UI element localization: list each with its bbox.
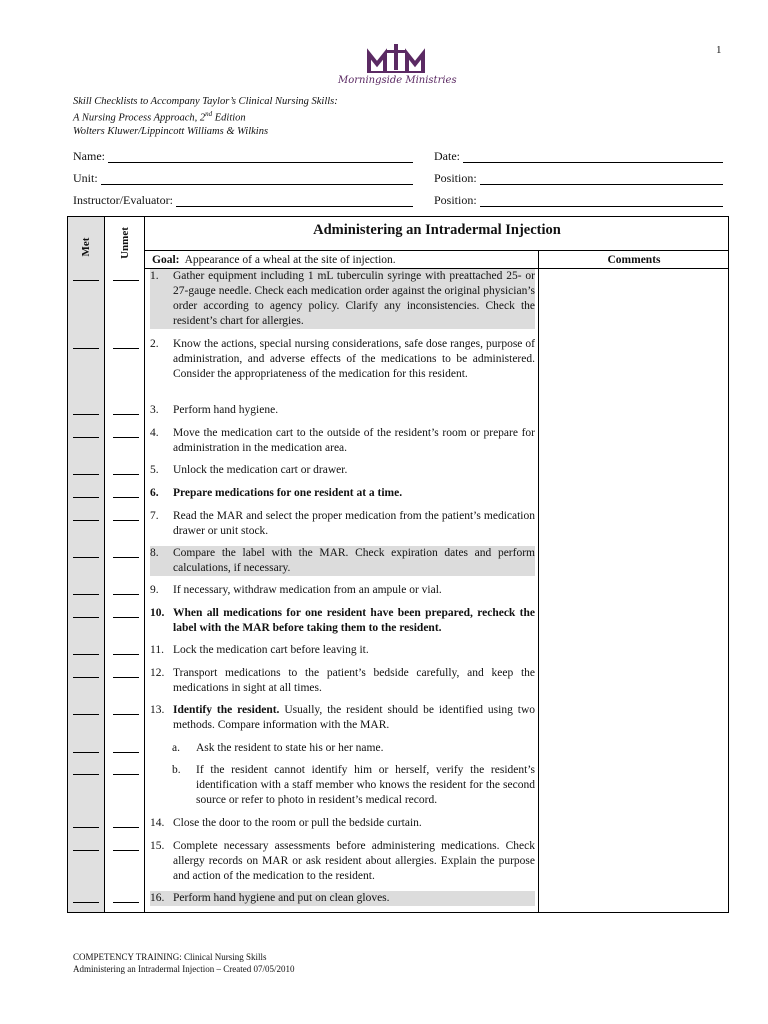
unmet-blank[interactable] bbox=[113, 474, 139, 475]
step-number: 9. bbox=[150, 584, 159, 596]
position-field-1[interactable] bbox=[434, 169, 723, 185]
checklist-title: Administering an Intradermal Injection bbox=[313, 222, 561, 238]
position-line-2[interactable] bbox=[480, 194, 723, 207]
checklist-step bbox=[150, 703, 535, 733]
date-field[interactable] bbox=[434, 147, 723, 163]
checklist-substep bbox=[150, 741, 535, 756]
unmet-blank[interactable] bbox=[113, 497, 139, 498]
unit-line[interactable] bbox=[101, 172, 413, 185]
unmet-blank[interactable] bbox=[113, 437, 139, 438]
checklist-step bbox=[150, 891, 535, 906]
step-text: Read the MAR and select the proper medication from the patient’s medication drawer or unit stock. bbox=[173, 510, 535, 537]
page-footer bbox=[73, 951, 294, 975]
step-lead: Identify the resident. bbox=[173, 704, 280, 716]
checklist-step bbox=[150, 403, 535, 418]
step-text: If necessary, withdraw medication from an ampule or vial. bbox=[173, 584, 442, 596]
met-blank[interactable] bbox=[73, 902, 99, 903]
met-blank[interactable] bbox=[73, 474, 99, 475]
step-number: 14. bbox=[150, 817, 165, 829]
reference-block bbox=[73, 95, 338, 138]
step-number: 11. bbox=[150, 644, 164, 656]
met-column bbox=[68, 217, 105, 912]
step-text: When all medications for one resident have been prepared, recheck the label with the MAR before taking them to the resident. bbox=[173, 607, 535, 634]
instructor-label: Instructor/Evaluator: bbox=[73, 193, 173, 207]
instructor-field[interactable] bbox=[73, 191, 413, 207]
step-text: Prepare medications for one resident at a time. bbox=[173, 487, 403, 499]
unmet-blank[interactable] bbox=[113, 827, 139, 828]
step-text: Transport medications to the patient’s bedside carefully, and keep the medications in sight at all times. bbox=[173, 667, 535, 694]
reference-line-2: A Nursing Process Approach, 2nd Edition bbox=[73, 110, 246, 124]
position-label-1: Position: bbox=[434, 171, 477, 185]
checklist-step bbox=[150, 269, 535, 329]
step-text: Unlock the medication cart or drawer. bbox=[173, 464, 348, 476]
footer-line-2: Administering an Intradermal Injection – Created 07/05/2010 bbox=[73, 964, 295, 974]
footer-line-1: COMPETENCY TRAINING: Clinical Nursing Skills bbox=[73, 952, 267, 962]
met-blank[interactable] bbox=[73, 414, 99, 415]
step-number: 16. bbox=[150, 892, 165, 904]
step-text: Ask the resident to state his or her name. bbox=[196, 742, 384, 754]
met-blank[interactable] bbox=[73, 557, 99, 558]
met-blank[interactable] bbox=[73, 752, 99, 753]
date-label: Date: bbox=[434, 149, 460, 163]
unmet-blank[interactable] bbox=[113, 902, 139, 903]
position-field-2[interactable] bbox=[434, 191, 723, 207]
goal-label: Goal: bbox=[152, 254, 180, 266]
step-text: Gather equipment including 1 mL tuberculin syringe with preattached 25- or 27-gauge needle. Check each medication order against the original physician’s order according to agency policy. Clarify any inconsistencies. Check the resident’s chart for allergies. bbox=[173, 270, 535, 327]
reference-line-1: Skill Checklists to Accompany Taylor’s Clinical Nursing Skills: bbox=[73, 96, 338, 107]
unmet-blank[interactable] bbox=[113, 348, 139, 349]
step-text: Close the door to the room or pull the bedside curtain. bbox=[173, 817, 422, 829]
checklist-step bbox=[150, 463, 535, 478]
step-number: 4. bbox=[150, 427, 159, 439]
unmet-blank[interactable] bbox=[113, 594, 139, 595]
checklist-step bbox=[150, 583, 535, 598]
checklist-step bbox=[150, 486, 535, 501]
instructor-line[interactable] bbox=[176, 194, 413, 207]
met-blank[interactable] bbox=[73, 497, 99, 498]
mm-monogram-icon bbox=[367, 44, 425, 74]
unmet-blank[interactable] bbox=[113, 654, 139, 655]
met-blank[interactable] bbox=[73, 850, 99, 851]
comments-column-divider bbox=[538, 250, 539, 912]
step-number: 5. bbox=[150, 464, 159, 476]
step-number: 3. bbox=[150, 404, 159, 416]
unmet-blank[interactable] bbox=[113, 677, 139, 678]
unmet-blank[interactable] bbox=[113, 714, 139, 715]
checklist-step bbox=[150, 509, 535, 539]
step-text: If the resident cannot identify him or herself, verify the resident’s identification with a staff member who knows the resident for the second source or refer to photo in resident’s medical record. bbox=[196, 764, 535, 806]
checklist-step bbox=[150, 816, 535, 831]
met-blank[interactable] bbox=[73, 677, 99, 678]
name-line[interactable] bbox=[108, 150, 413, 163]
morningside-ministries-logo bbox=[338, 44, 457, 94]
checklist-step bbox=[150, 546, 535, 576]
checklist-table bbox=[67, 216, 729, 913]
checklist-step bbox=[150, 839, 535, 884]
reference-line-3: Wolters Kluwer/Lippincott Williams & Wilkins bbox=[73, 125, 269, 137]
checklist-step bbox=[150, 337, 535, 382]
step-number: 1. bbox=[150, 270, 159, 282]
step-text: Move the medication cart to the outside of the resident’s room or prepare for administration in the medication area. bbox=[173, 427, 535, 454]
step-text: Perform hand hygiene and put on clean gloves. bbox=[173, 892, 390, 904]
step-number: 8. bbox=[150, 547, 159, 559]
position-line-1[interactable] bbox=[480, 172, 723, 185]
step-number: 10. bbox=[150, 607, 165, 619]
comments-header: Comments bbox=[607, 254, 661, 266]
step-text: Complete necessary assessments before administering medications. Check allergy records on MAR or ask resident about allergies. Explain the purpose and action of the medication to the resident. bbox=[173, 840, 535, 882]
unmet-header: Unmet bbox=[119, 227, 131, 259]
unmet-blank[interactable] bbox=[113, 774, 139, 775]
met-blank[interactable] bbox=[73, 520, 99, 521]
step-text: Compare the label with the MAR. Check expiration dates and perform calculations, if necessary. bbox=[173, 547, 535, 574]
unmet-blank[interactable] bbox=[113, 850, 139, 851]
met-blank[interactable] bbox=[73, 348, 99, 349]
step-number: a. bbox=[172, 742, 180, 754]
date-line[interactable] bbox=[463, 150, 723, 163]
unmet-blank[interactable] bbox=[113, 557, 139, 558]
goal-text: Appearance of a wheal at the site of injection. bbox=[184, 254, 396, 266]
unmet-blank[interactable] bbox=[113, 414, 139, 415]
checklist-step bbox=[150, 643, 535, 658]
step-text: Know the actions, special nursing considerations, safe dose ranges, purpose of administration, and adverse effects of the medications to be administered. Consider the appropriateness of the medication for this resident. bbox=[173, 338, 535, 380]
checklist-substep bbox=[150, 763, 535, 808]
met-blank[interactable] bbox=[73, 594, 99, 595]
step-number: 2. bbox=[150, 338, 159, 350]
unmet-blank[interactable] bbox=[113, 280, 139, 281]
header-divider bbox=[145, 250, 729, 251]
goal-row bbox=[152, 254, 396, 266]
met-blank[interactable] bbox=[73, 437, 99, 438]
page-number: 1 bbox=[716, 44, 722, 56]
logo-text: Morningside Ministries bbox=[338, 75, 457, 86]
checklist-step bbox=[150, 426, 535, 456]
unmet-column bbox=[105, 217, 145, 912]
met-blank[interactable] bbox=[73, 654, 99, 655]
met-header: Met bbox=[80, 237, 92, 257]
step-number: b. bbox=[172, 764, 181, 776]
met-blank[interactable] bbox=[73, 280, 99, 281]
unmet-blank[interactable] bbox=[113, 617, 139, 618]
checklist-step bbox=[150, 606, 535, 636]
step-number: 6. bbox=[150, 487, 159, 499]
met-blank[interactable] bbox=[73, 714, 99, 715]
met-blank[interactable] bbox=[73, 774, 99, 775]
unmet-blank[interactable] bbox=[113, 752, 139, 753]
met-blank[interactable] bbox=[73, 827, 99, 828]
name-field[interactable] bbox=[73, 147, 413, 163]
unit-label: Unit: bbox=[73, 171, 98, 185]
step-number: 12. bbox=[150, 667, 165, 679]
unit-field[interactable] bbox=[73, 169, 413, 185]
step-number: 13. bbox=[150, 704, 165, 716]
step-text: Perform hand hygiene. bbox=[173, 404, 279, 416]
step-text: Usually, the resident should be identified using two methods. Compare information with the MAR. bbox=[173, 704, 535, 731]
met-blank[interactable] bbox=[73, 617, 99, 618]
name-label: Name: bbox=[73, 149, 105, 163]
checklist-step bbox=[150, 666, 535, 696]
step-number: 15. bbox=[150, 840, 165, 852]
step-number: 7. bbox=[150, 510, 159, 522]
position-label-2: Position: bbox=[434, 193, 477, 207]
unmet-blank[interactable] bbox=[113, 520, 139, 521]
step-text: Lock the medication cart before leaving it. bbox=[173, 644, 369, 656]
